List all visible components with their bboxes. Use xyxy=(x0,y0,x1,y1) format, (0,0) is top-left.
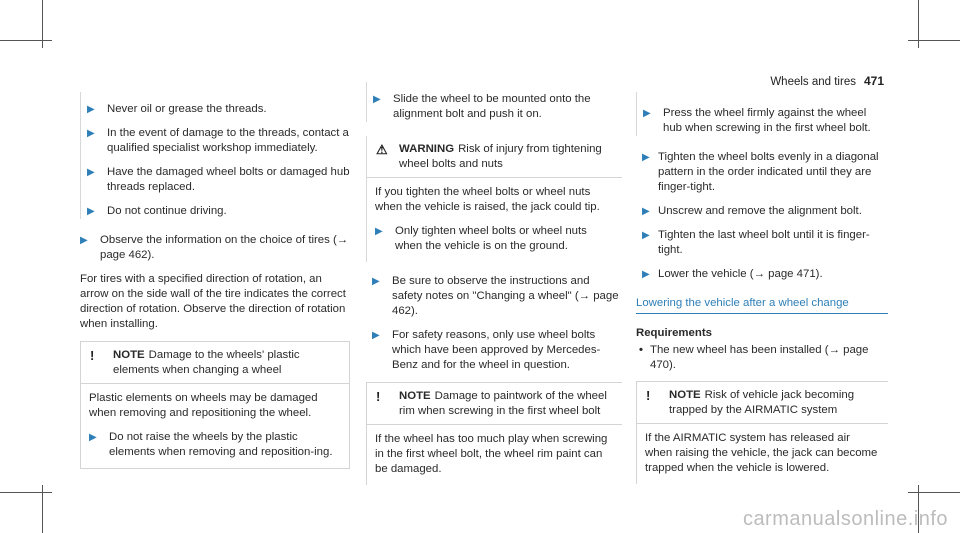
crop-mark xyxy=(0,492,52,493)
list-item: ▶ Press the wheel firmly against the wheel hub when screwing in the first wheel bolt. xyxy=(643,107,871,134)
exclamation-icon: ! xyxy=(646,388,651,403)
step-item: ▶ Be sure to observe the instructions and safety notes on "Changing a wheel" (→ page 462). xyxy=(372,275,619,317)
arrow-icon: ▶ xyxy=(372,276,380,287)
running-header xyxy=(770,74,884,90)
arrow-icon: ▶ xyxy=(375,226,383,237)
list-item: ▶ Slide the wheel to be mounted onto the alignment bolt and push it on. xyxy=(373,93,591,120)
arrow-icon: ▶ xyxy=(372,330,380,341)
arrow-icon: ▶ xyxy=(642,206,650,217)
section-heading: Lowering the vehicle after a wheel change xyxy=(636,296,888,314)
note-box xyxy=(636,381,888,484)
arrow-icon: ▶ xyxy=(642,230,650,241)
arrow-icon: ▶ xyxy=(373,94,381,105)
column-2 xyxy=(366,92,622,497)
arrow-icon: ▶ xyxy=(87,167,95,178)
requirement-item: • The new wheel has been installed (→ page 470). xyxy=(639,344,869,371)
warning-header xyxy=(367,136,622,178)
note-box xyxy=(366,382,622,485)
step-item: ▶ For safety reasons, only use wheel bolts which have been approved by Mercedes-Benz and for the wheel in question. xyxy=(372,329,601,371)
section-title: Wheels and tires xyxy=(770,76,856,88)
note-box xyxy=(80,341,350,469)
arrow-icon: ▶ xyxy=(80,235,88,246)
arrow-icon: ▶ xyxy=(642,269,650,280)
list-item: ▶ Have the damaged wheel bolts or damaged hub threads replaced. xyxy=(87,166,350,193)
arrow-icon: ▶ xyxy=(642,152,650,163)
note-label: NOTE xyxy=(399,390,431,402)
column-3 xyxy=(636,92,888,496)
column-1 xyxy=(80,92,350,481)
watermark: carmanualsonline.info xyxy=(742,508,948,530)
note-body: If the wheel has too much play when screwing in the first wheel bolt, the wheel rim paint can be damaged. xyxy=(375,433,608,475)
step-item: ▶ Tighten the wheel bolts evenly in a diagonal pattern in the order indicated until they are finger-tight. xyxy=(642,151,879,193)
exclamation-icon: ! xyxy=(376,389,381,404)
crop-mark xyxy=(908,492,960,493)
warning-body: If you tighten the wheel bolts or wheel nuts when the vehicle is raised, the jack could tip. ▶ Only tighten wheel bolts or wheel nuts when the vehicle is on the ground. xyxy=(367,178,622,262)
warning-box xyxy=(366,136,622,262)
list-item: ▶ Never oil or grease the threads. xyxy=(87,103,267,115)
step-item: ▶ Unscrew and remove the alignment bolt. xyxy=(642,205,862,217)
exclamation-icon: ! xyxy=(90,348,95,363)
arrow-icon: ▶ xyxy=(87,128,95,139)
note-label: NOTE xyxy=(669,389,701,401)
page-number: 471 xyxy=(863,74,884,88)
bullet-dot-icon: • xyxy=(639,344,643,356)
note-label: NOTE xyxy=(113,349,145,361)
step-item: ▶ Tighten the last wheel bolt until it is finger-tight. xyxy=(642,229,870,256)
note-header xyxy=(367,383,622,425)
list-item: ▶ In the event of damage to the threads, contact a qualified specialist workshop immediately. xyxy=(87,127,349,154)
warning-label: WARNING xyxy=(399,143,455,155)
requirements-label: Requirements xyxy=(636,327,712,339)
warning-title: Risk of injury from tightening wheel bolts and nuts xyxy=(399,143,602,170)
continued-list xyxy=(366,82,622,122)
arrow-icon: ▶ xyxy=(89,432,97,443)
arrow-icon: ▶ xyxy=(643,108,651,119)
note-body: Plastic elements on wheels may be damaged when removing and repositioning the wheel. ▶ Do not raise the wheels by the plastic elements when removing and reposition-ing. xyxy=(81,384,349,468)
note-header xyxy=(637,382,888,424)
body-paragraph: For tires with a specified direction of rotation, an arrow on the side wall of the tire indicates the correct direction of rotation. Observe the direction of rotation when installing. xyxy=(80,273,346,330)
continued-list xyxy=(80,92,350,219)
crop-mark xyxy=(908,40,960,41)
list-item: ▶ Do not continue driving. xyxy=(87,205,227,217)
note-title: Damage to paintwork of the wheel rim when screwing in the first wheel bolt xyxy=(399,390,607,417)
crop-mark xyxy=(0,40,52,41)
note-body: If the AIRMATIC system has released air when raising the vehicle, the jack can become trapped when the vehicle is lowered. xyxy=(645,432,878,474)
step-item: ▶ Observe the information on the choice of tires (→ page 462). xyxy=(80,234,349,261)
arrow-icon: ▶ xyxy=(87,206,95,217)
warning-triangle-icon: ⚠ xyxy=(376,142,388,157)
list-item: ▶ Do not raise the wheels by the plastic elements when removing and reposition-ing. xyxy=(89,431,333,458)
continued-list xyxy=(636,92,888,136)
list-item: ▶ Only tighten wheel bolts or wheel nuts when the vehicle is on the ground. xyxy=(375,225,587,252)
note-title: Damage to the wheels' plastic elements when changing a wheel xyxy=(113,349,300,376)
note-title: Risk of vehicle jack becoming trapped by the AIRMATIC system xyxy=(669,389,855,416)
note-header xyxy=(81,342,349,384)
arrow-icon: ▶ xyxy=(87,104,95,115)
step-item: ▶ Lower the vehicle (→ page 471). xyxy=(642,268,823,280)
